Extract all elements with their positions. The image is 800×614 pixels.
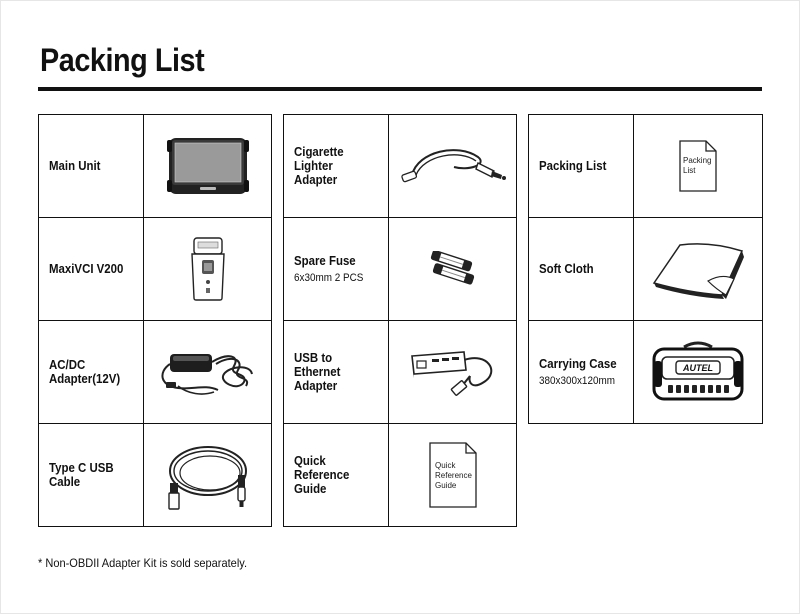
table-row <box>529 115 763 218</box>
cigarette-lighter-cable-icon <box>398 141 508 191</box>
item-label-cell <box>39 218 144 321</box>
table-row <box>284 321 517 424</box>
item-name: AC/DC Adapter(12V) <box>49 357 121 386</box>
item-name: Main Unit <box>49 158 101 173</box>
item-label-cell <box>39 321 144 424</box>
item-name: Quick Reference Guide <box>294 453 350 496</box>
doc-label-line: Reference <box>434 471 472 480</box>
table-row <box>284 218 517 321</box>
item-label-cell <box>284 115 389 218</box>
item-detail: 380x300x120mm <box>539 375 615 387</box>
item-name: MaxiVCI V200 <box>49 261 124 276</box>
fuse-icon <box>425 251 481 287</box>
soft-cloth-icon <box>650 237 746 301</box>
item-image-cell <box>389 218 517 321</box>
footnote: * Non-OBDII Adapter Kit is sold separately. <box>38 556 248 570</box>
table-row <box>39 321 272 424</box>
tablet-device-icon <box>167 136 249 196</box>
packing-table-col-1 <box>38 114 272 527</box>
doc-label-line: Quick <box>434 461 455 470</box>
carrying-case-icon <box>650 339 746 405</box>
packing-table-col-2 <box>283 114 517 527</box>
item-name: Soft Cloth <box>539 261 594 276</box>
doc-label-line: Packing <box>683 156 712 165</box>
doc-label-line: List <box>683 166 696 175</box>
item-name: USB to Ethernet Adapter <box>294 350 341 393</box>
item-name: Carrying Case <box>539 356 617 371</box>
item-label-cell <box>284 424 389 527</box>
item-image-cell <box>389 424 517 527</box>
usb-cable-icon <box>160 435 256 515</box>
item-label-cell <box>529 218 634 321</box>
table-row <box>39 424 272 527</box>
item-label-cell <box>39 115 144 218</box>
item-label-cell <box>39 424 144 527</box>
item-image-cell <box>389 321 517 424</box>
item-label-cell <box>529 321 634 424</box>
packing-list-document-icon <box>678 139 718 193</box>
item-name: Packing List <box>539 158 607 173</box>
item-name: Cigarette Lighter Adapter <box>294 144 344 187</box>
usb-ethernet-adapter-icon <box>408 342 498 402</box>
item-image-cell <box>144 218 272 321</box>
item-image-cell <box>634 218 763 321</box>
item-name: Type C USB Cable <box>49 460 114 489</box>
doc-label-line: Guide <box>434 481 456 490</box>
item-image-cell <box>389 115 517 218</box>
quick-reference-guide-icon <box>428 441 478 509</box>
power-adapter-icon <box>158 342 258 402</box>
item-image-cell <box>144 321 272 424</box>
item-detail: 6x30mm 2 PCS <box>294 272 364 284</box>
table-row <box>284 424 517 527</box>
item-image-cell <box>634 115 763 218</box>
table-row <box>39 115 272 218</box>
item-image-cell <box>144 424 272 527</box>
item-label-cell <box>284 321 389 424</box>
vci-dongle-icon <box>188 236 228 302</box>
table-row <box>284 115 517 218</box>
packing-table-col-3 <box>528 114 763 424</box>
item-label-cell <box>284 218 389 321</box>
item-image-cell <box>144 115 272 218</box>
item-image-cell <box>634 321 763 424</box>
table-row <box>529 218 763 321</box>
item-label-cell <box>529 115 634 218</box>
page-title: Packing List <box>40 42 205 78</box>
table-row <box>529 321 763 424</box>
case-brand-text: AUTEL <box>683 363 713 373</box>
title-rule <box>38 87 762 91</box>
table-row <box>39 218 272 321</box>
item-name: Spare Fuse <box>294 253 356 268</box>
